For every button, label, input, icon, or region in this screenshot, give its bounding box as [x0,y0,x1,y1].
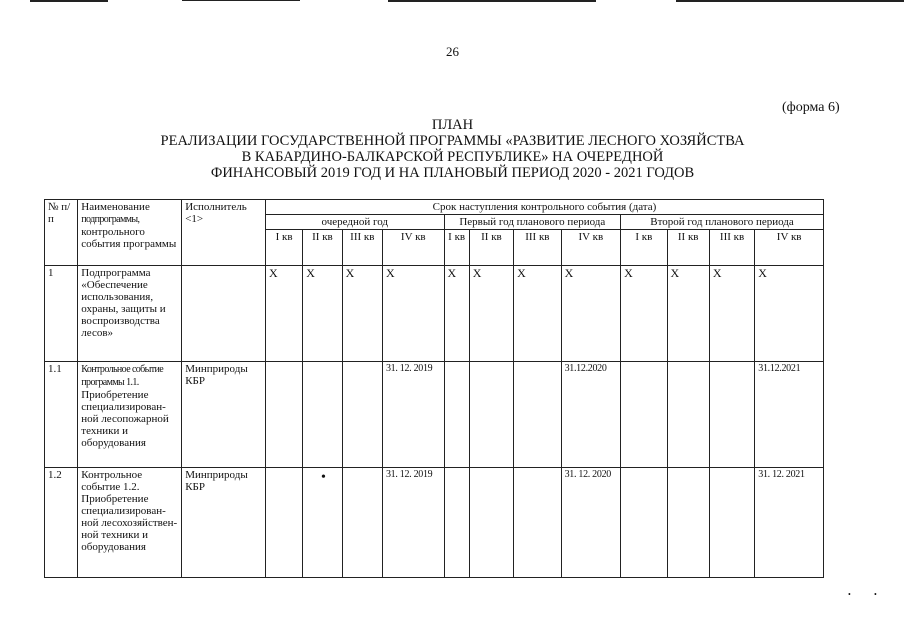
mark-cell: X [303,266,342,362]
date-cell [709,468,754,578]
mark-cell: X [755,266,824,362]
form-label: (форма 6) [782,100,840,115]
date-cell: 31. 12. 2020 [561,468,621,578]
date-cell [342,468,382,578]
header-year-current: очередной год [265,215,444,230]
title-line: ПЛАН [431,117,474,133]
date-cell [667,362,709,468]
page-number: 26 [446,44,459,59]
scan-edge-line [30,0,108,2]
title-line: РЕАЛИЗАЦИИ ГОСУДАРСТВЕННОЙ ПРОГРАММЫ «РАЗВИТИЕ ЛЕСНОГО ХОЗЯЙСТВА [160,133,745,149]
date-cell: 31. 12. 2021 [755,468,824,578]
scan-speck: • [848,590,851,599]
header-name-part: контрольного события программы [81,226,177,250]
row-executor [182,266,266,362]
row-executor: Минприроды КБР [182,362,266,468]
row-name: Контрольное событие 1.2. Приобретение специализирован-ной лесохозяйствен-ной техники и оборудования [78,468,182,578]
mark-cell: X [709,266,754,362]
scan-edge-line [388,0,596,2]
row-number: 1.2 [45,468,78,578]
scan-edge-line [182,0,300,1]
date-cell [667,468,709,578]
date-cell: 31. 12. 2019 [382,362,444,468]
mark-cell: X [514,266,561,362]
header-quarter: III кв [514,230,561,266]
date-cell [444,468,469,578]
scan-speck: • [321,470,326,485]
row-name: Подпрограмма «Обеспечение использования, охраны, защиты и воспроизводства лесов» [78,266,182,362]
row-name-part: Контрольное событие программы 1.1. [81,364,164,388]
date-cell [621,468,667,578]
date-cell [469,362,513,468]
row-name [78,362,182,468]
row-number: 1.1 [45,362,78,468]
header-row [45,200,824,215]
date-cell [514,362,561,468]
header-quarter: III кв [709,230,754,266]
header-quarter: I кв [265,230,302,266]
header-name-part: подпрограммы, [81,214,140,225]
header-quarter: IV кв [382,230,444,266]
mark-cell: X [382,266,444,362]
mark-cell: X [667,266,709,362]
table-row [45,468,824,578]
scan-speck: • [874,590,877,599]
header-executor: Исполнитель <1> [182,200,266,266]
header-number: № п/п [45,200,78,266]
table-row [45,362,824,468]
header-name-part: Наименование [81,201,150,213]
header-quarter: I кв [444,230,469,266]
title-line: ФИНАНСОВЫЙ 2019 ГОД И НА ПЛАНОВЫЙ ПЕРИОД 2020 - 2021 ГОДОВ [210,165,695,181]
header-year-first: Первый год планового периода [444,215,621,230]
date-cell [514,468,561,578]
date-cell [342,362,382,468]
mark-cell: X [621,266,667,362]
document-title [0,117,905,181]
table-row [45,266,824,362]
mark-cell: X [342,266,382,362]
mark-cell: X [561,266,621,362]
date-cell [265,468,302,578]
date-cell [469,468,513,578]
row-number: 1 [45,266,78,362]
header-quarter: IV кв [561,230,621,266]
header-quarter: III кв [342,230,382,266]
row-name-part: Приобретение специализирован-ной лесопожарной техники и оборудования [81,389,169,449]
header-quarter: I кв [621,230,667,266]
date-cell [303,362,342,468]
mark-cell: X [265,266,302,362]
date-cell [621,362,667,468]
scan-edge-line [676,0,904,2]
row-executor: Минприроды КБР [182,468,266,578]
header-quarter: II кв [469,230,513,266]
header-dates: Срок наступления контрольного события (дата) [265,200,823,215]
date-cell [709,362,754,468]
date-cell [265,362,302,468]
date-cell: 31.12.2021 [755,362,824,468]
date-cell [444,362,469,468]
header-name [78,200,182,266]
header-year-second: Второй год планового периода [621,215,824,230]
date-cell: 31. 12. 2019 [382,468,444,578]
mark-cell: X [469,266,513,362]
date-cell: 31.12.2020 [561,362,621,468]
mark-cell: X [444,266,469,362]
header-quarter: II кв [667,230,709,266]
title-line: В КАБАРДИНО-БАЛКАРСКОЙ РЕСПУБЛИКЕ» НА ОЧЕРЕДНОЙ [241,149,664,165]
plan-table [44,199,824,578]
header-quarter: II кв [303,230,342,266]
header-quarter: IV кв [755,230,824,266]
